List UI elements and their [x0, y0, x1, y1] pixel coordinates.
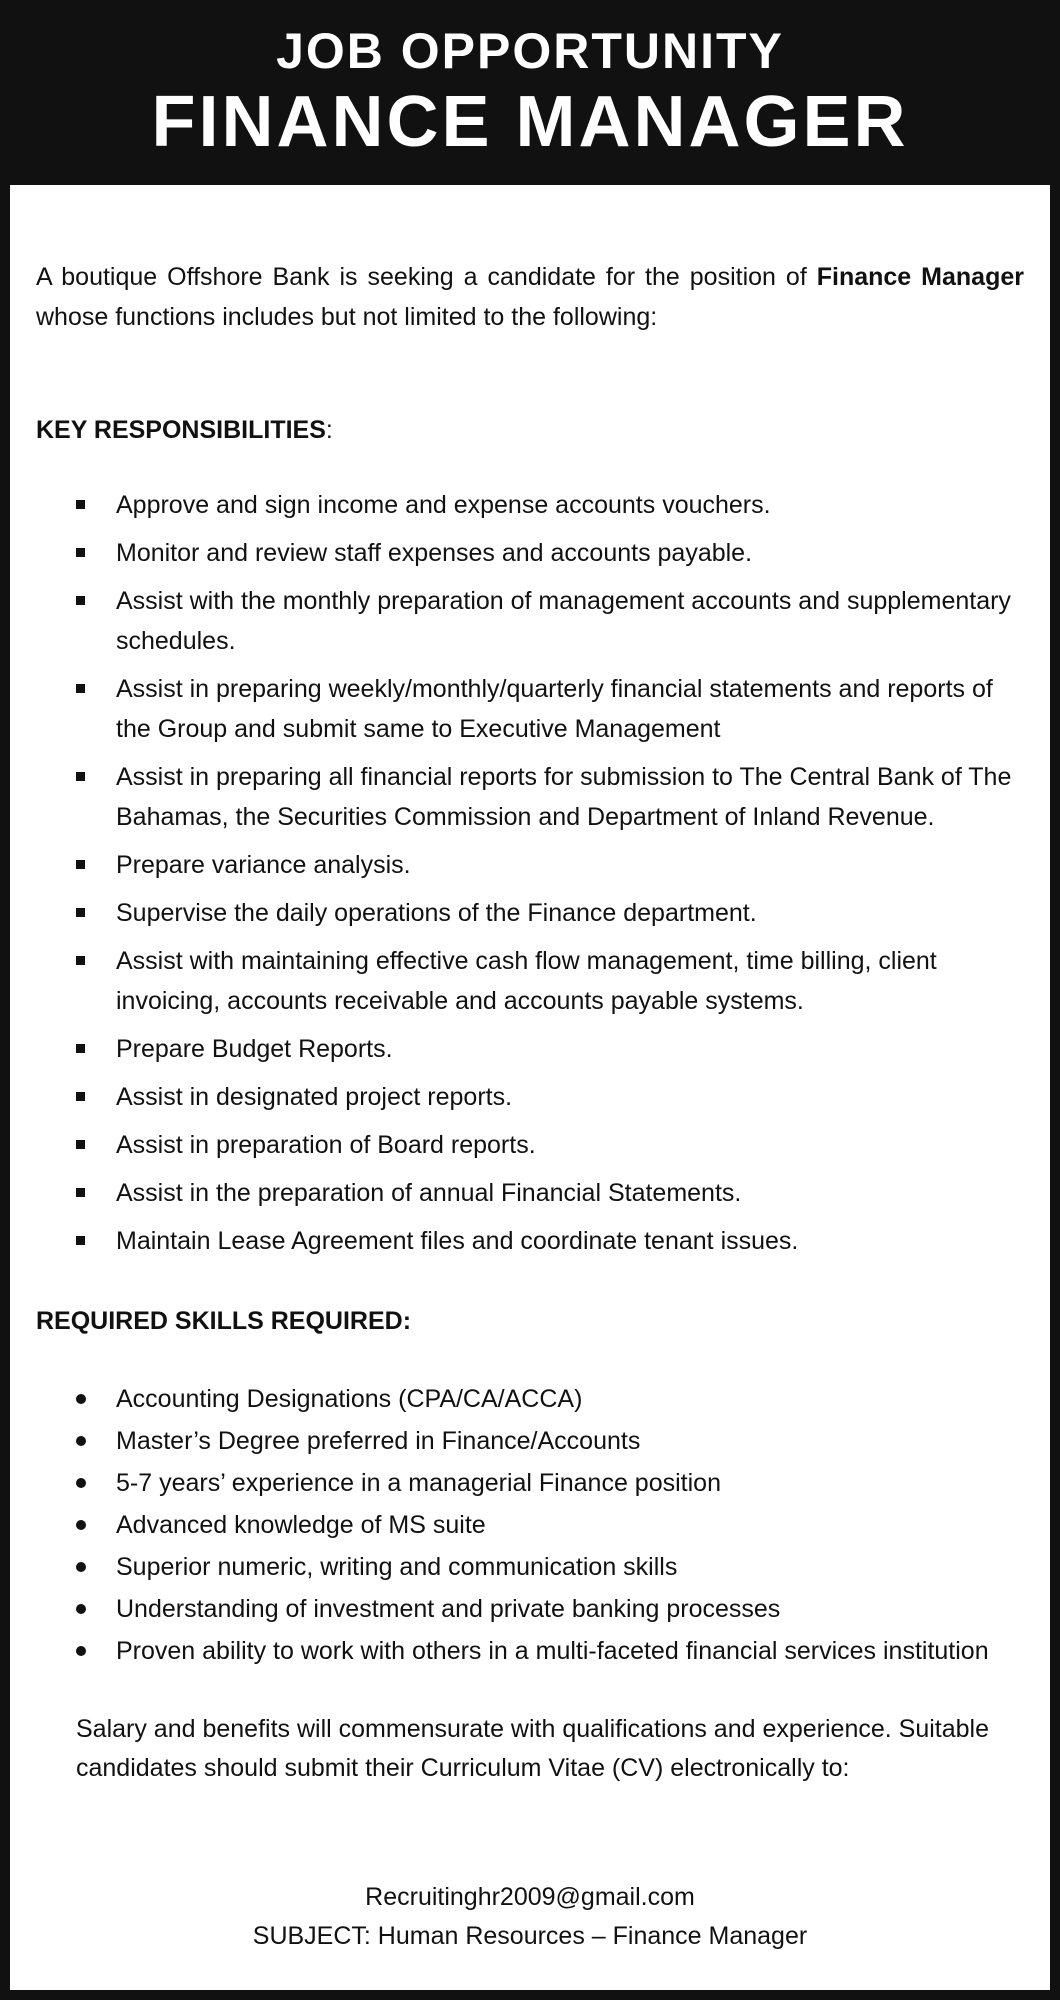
list-item [36, 1173, 1024, 1213]
responsibilities-list [36, 485, 1024, 1261]
skills-heading: REQUIRED SKILLS REQUIRED: [36, 1307, 412, 1335]
square-bullet-icon [76, 596, 85, 605]
square-bullet-icon [76, 860, 85, 869]
list-item [36, 1462, 1024, 1504]
list-item [36, 669, 1024, 749]
list-item [36, 485, 1024, 525]
list-item-text: Assist in preparing weekly/monthly/quarterly financial statements and reports of the Group and submit same to Executive Management [116, 675, 993, 743]
round-bullet-icon [76, 1478, 86, 1488]
list-item [36, 1221, 1024, 1261]
list-item [36, 941, 1024, 1021]
square-bullet-icon [76, 1140, 85, 1149]
list-item [36, 757, 1024, 837]
square-bullet-icon [76, 956, 85, 965]
round-bullet-icon [76, 1436, 86, 1446]
list-item-text: Assist with the monthly preparation of management accounts and supplementary schedules. [116, 587, 1011, 655]
square-bullet-icon [76, 500, 85, 509]
contact-email: Recruitinghr2009@gmail.com [365, 1883, 695, 1911]
list-item [36, 893, 1024, 933]
square-bullet-icon [76, 1188, 85, 1197]
list-item-text: Maintain Lease Agreement files and coordinate tenant issues. [116, 1227, 799, 1255]
list-item-text: Master’s Degree preferred in Finance/Accounts [116, 1427, 641, 1455]
square-bullet-icon [76, 1092, 85, 1101]
list-item [36, 1077, 1024, 1117]
list-item-text: Understanding of investment and private banking processes [116, 1595, 781, 1623]
square-bullet-icon [76, 1236, 85, 1245]
list-item [36, 1420, 1024, 1462]
list-item-text: Advanced knowledge of MS suite [116, 1511, 486, 1539]
list-item [36, 1029, 1024, 1069]
round-bullet-icon [76, 1394, 86, 1404]
salary-paragraph: Salary and benefits will commensurate with qualifications and experience. Suitable candidates should submit their Curriculum Vitae (CV) electronically to: [76, 1715, 990, 1782]
list-item [36, 1378, 1024, 1420]
list-item [36, 533, 1024, 573]
list-item-text: Prepare variance analysis. [116, 851, 411, 879]
list-item [36, 1588, 1024, 1630]
list-item [36, 1546, 1024, 1588]
posting-body [36, 195, 1024, 1956]
list-item-text: Assist in the preparation of annual Financial Statements. [116, 1179, 742, 1207]
list-item-text: Approve and sign income and expense accounts vouchers. [116, 491, 771, 519]
intro-text-after: whose functions includes but not limited to the following: [36, 303, 658, 331]
intro-paragraph [36, 257, 1024, 337]
square-bullet-icon [76, 684, 85, 693]
list-item-text: Assist in preparing all financial reports for submission to The Central Bank of The Bahamas, the Securities Commission and Department of Inland Revenue. [116, 763, 1012, 831]
list-item-text: Supervise the daily operations of the Finance department. [116, 899, 757, 927]
list-item-text: Assist with maintaining effective cash flow management, time billing, client invoicing, accounts receivable and accounts payable systems. [116, 947, 937, 1015]
intro-position: Finance Manager [816, 263, 1024, 291]
header-kicker: JOB OPPORTUNITY [276, 23, 784, 79]
list-item-text: Prepare Budget Reports. [116, 1035, 393, 1063]
list-item [36, 1630, 1024, 1672]
square-bullet-icon [76, 772, 85, 781]
list-item [36, 581, 1024, 661]
square-bullet-icon [76, 1044, 85, 1053]
list-item [36, 1504, 1024, 1546]
square-bullet-icon [76, 908, 85, 917]
round-bullet-icon [76, 1562, 86, 1572]
responsibilities-heading-text: KEY RESPONSIBILITIES [36, 416, 326, 444]
intro-text-before: A boutique Offshore Bank is seeking a candidate for the position of [36, 263, 817, 291]
contact-block [36, 1878, 1024, 1956]
round-bullet-icon [76, 1520, 86, 1530]
round-bullet-icon [76, 1604, 86, 1614]
round-bullet-icon [76, 1646, 86, 1656]
header-banner [0, 0, 1060, 185]
list-item-text: Assist in designated project reports. [116, 1083, 513, 1111]
list-item-text: Accounting Designations (CPA/CA/ACCA) [116, 1385, 583, 1413]
list-item [36, 845, 1024, 885]
list-item-text: Assist in preparation of Board reports. [116, 1131, 536, 1159]
responsibilities-heading-colon: : [325, 416, 333, 444]
list-item-text: Proven ability to work with others in a multi-faceted financial services institution [116, 1637, 989, 1665]
list-item-text: Superior numeric, writing and communication skills [116, 1553, 678, 1581]
contact-subject: SUBJECT: Human Resources – Finance Manager [252, 1922, 808, 1950]
list-item-text: 5-7 years’ experience in a managerial Finance position [116, 1469, 721, 1497]
responsibilities-heading [36, 410, 1024, 450]
list-item-text: Monitor and review staff expenses and accounts payable. [116, 539, 753, 567]
list-item [36, 1125, 1024, 1165]
square-bullet-icon [76, 548, 85, 557]
skills-list [36, 1378, 1024, 1672]
page-title: FINANCE MANAGER [151, 82, 909, 162]
